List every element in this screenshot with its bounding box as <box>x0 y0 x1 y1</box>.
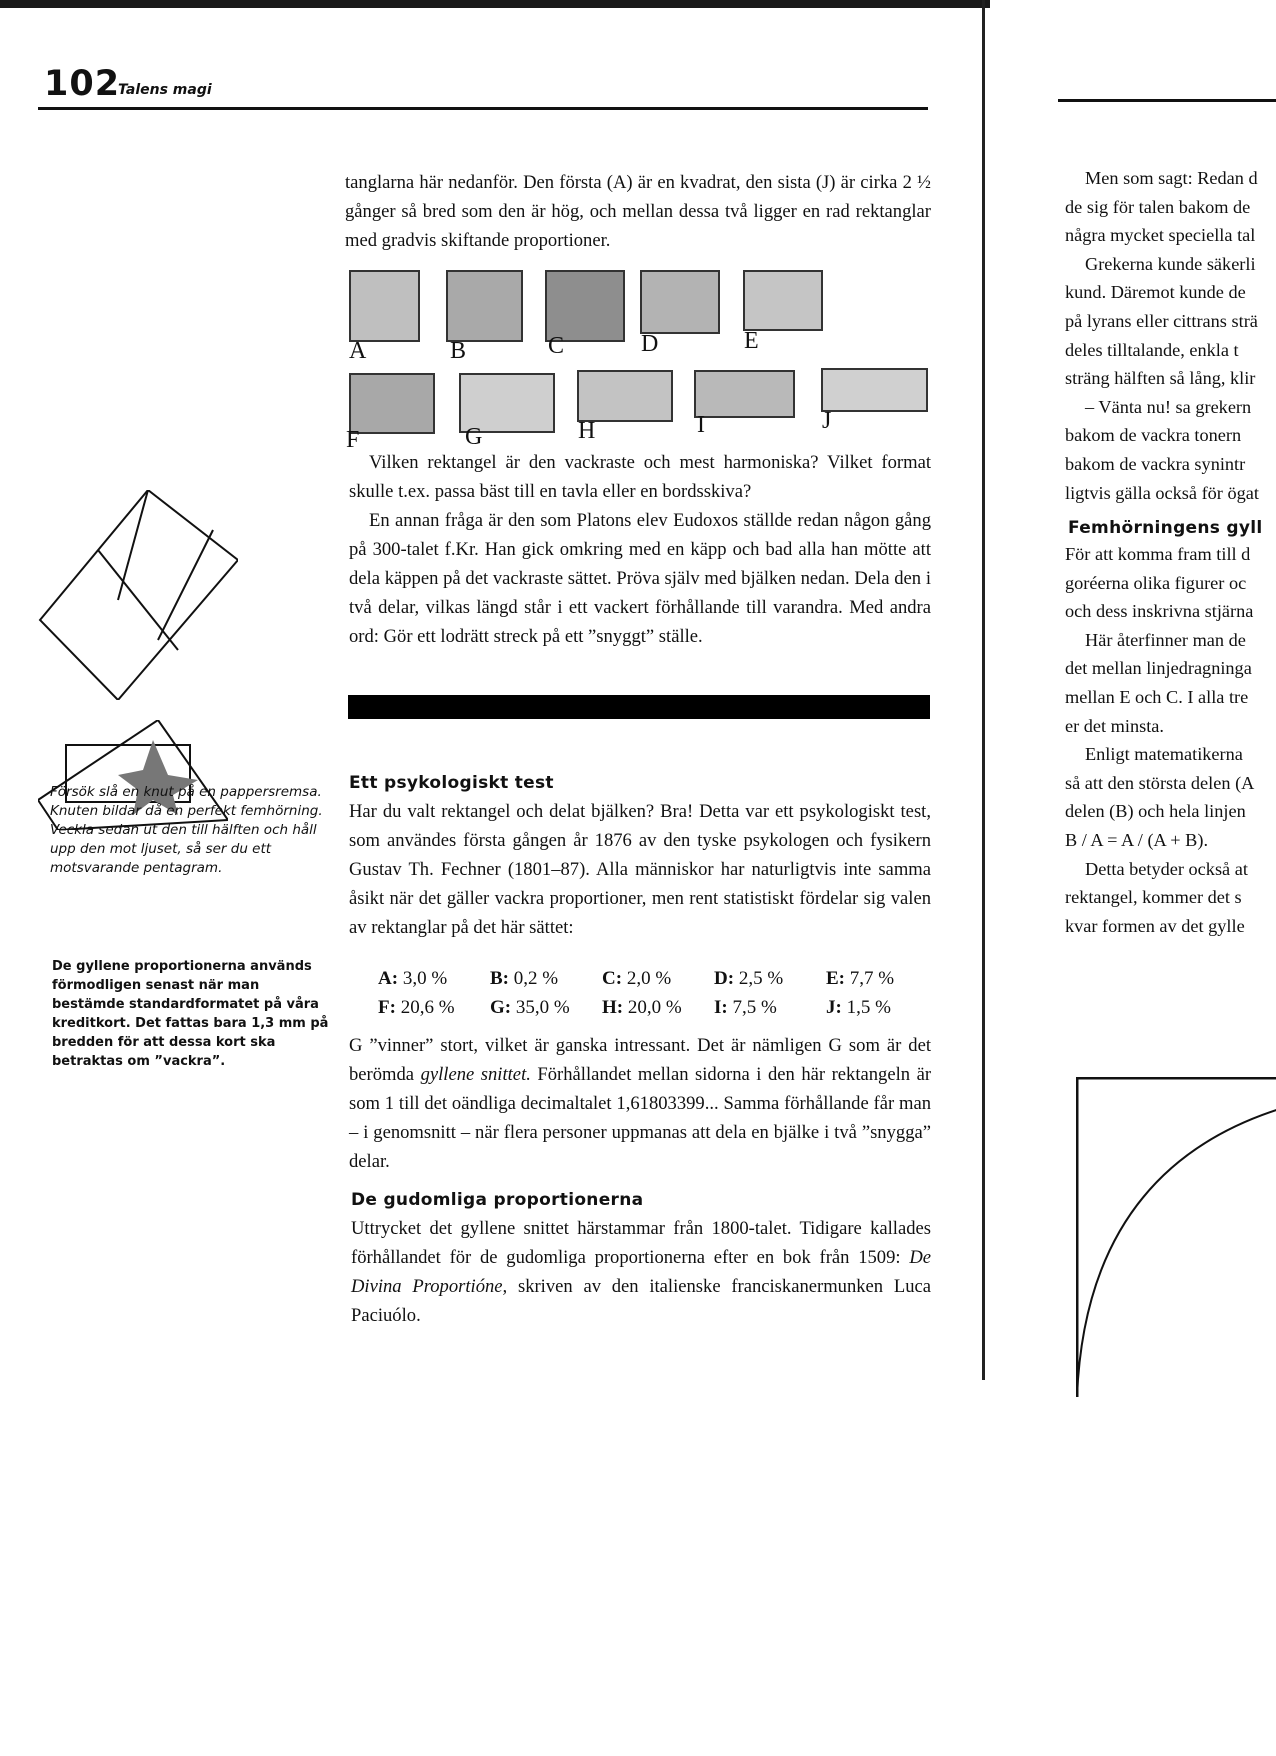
right-page-text <box>1065 164 1276 507</box>
rectangle-label-e: E <box>744 328 759 354</box>
rectangle-i <box>694 370 795 418</box>
question-2: En annan fråga är den som Platons elev Eudoxos ställde redan någon gång på 300-talet f.Kr. Han gick omkring med en käpp och bad alla han mötte att dela käppen på det vackraste sättet. Pröva själv med bjälken nedan. Dela den i två delar, vilkas längd står i ett vackert förhållande till varandra. Med andra ord: Gör ett lodrätt streck på ett ”snyggt” ställe. <box>349 510 931 647</box>
right-line: deles tilltalande, enkla t <box>1065 339 1239 360</box>
golden-term: gyllene snittet. <box>420 1064 531 1085</box>
right-line: ligtvis gälla också för ögat <box>1065 482 1259 503</box>
rectangle-f <box>349 373 435 434</box>
intro-paragraph <box>345 168 931 255</box>
right-line: B / A = A / (A + B). <box>1065 829 1209 850</box>
right-line: Enligt matematikerna <box>1085 744 1243 765</box>
rectangle-label-c: C <box>548 333 565 359</box>
stat-c: C: 2,0 % <box>602 968 672 989</box>
right-line: bakom de vackra tonern <box>1065 425 1242 446</box>
top-edge-bar <box>0 0 990 8</box>
right-line: För att komma fram till d <box>1065 544 1251 564</box>
rectangle-a <box>349 270 420 342</box>
right-line: kund. Däremot kunde de <box>1065 282 1246 303</box>
sidebar-caption-knot: Försök slå en knut på en pappersremsa. Knuten bildar då en perfekt femhörning. Veckla sedan ut den till hälften och håll upp den mot ljuset, så ser du ett motsvarande pentagram. <box>50 784 323 876</box>
right-page-heading: Femhörningens gyll <box>1068 518 1263 538</box>
stat-a: A: 3,0 % <box>378 968 448 989</box>
right-line: sträng hälften så lång, klir <box>1065 368 1256 389</box>
right-line: kvar formen av det gylle <box>1065 915 1245 936</box>
stat-i: I: 7,5 % <box>714 997 777 1018</box>
rectangle-b <box>446 270 523 342</box>
test-paragraph <box>349 797 931 942</box>
heading-divine-proportions: De gudomliga proportionerna <box>351 1190 644 1210</box>
pentagon-knot-illustration <box>38 490 238 700</box>
rectangle-d <box>640 270 720 334</box>
question-1: Vilken rektangel är den vackraste och mest harmoniska? Vilket format skulle t.ex. passa bäst till en tavla eller en bordsskiva? <box>349 452 931 502</box>
heading-psychological-test: Ett psykologiskt test <box>349 773 554 793</box>
intro-text: tanglarna här nedanför. Den första (A) är en kvadrat, den sista (J) är cirka 2 ½ gånger så bred som den är hög, och mellan dessa två ligger en rad rektanglar med gradvis skiftande proportioner. <box>345 172 931 251</box>
test-text: Har du valt rektangel och delat bjälken? Bra! Detta var ett psykologiskt test, som användes första gången år 1876 av den tyske psykologen och fysikern Gustav Th. Fechner (1801–87). Alla människor har naturligtvis inte samma åsikt när det gäller vackra proportioner, men rent statistiskt fördelar sig valen av rektanglar på det här sättet: <box>349 801 931 938</box>
right-line: delen (B) och hela linjen <box>1065 801 1246 822</box>
right-line: – Vänta nu! sa grekern <box>1085 396 1252 417</box>
right-line: rektangel, kommer det s <box>1065 887 1242 908</box>
statistics-row-1 <box>378 964 938 993</box>
section-title: Talens magi <box>118 82 212 98</box>
golden-text: G ”vinner” stort, vilket är ganska intressant. Det är nämligen G som är det berömda gyllene snittet. Förhållandet mellan sidorna i den här rektangeln är som 1 till det oändliga decimaltalet 1,61803399... Samma förhållande får man – i genomsnitt – när flera personer uppmanas att dela en bjälke i två ”snygga” delar. <box>349 1035 932 1172</box>
rectangle-e <box>743 270 823 331</box>
statistics-row-2 <box>378 993 938 1022</box>
rectangle-label-i: I <box>697 412 705 438</box>
page-number: 102 <box>44 64 121 104</box>
book-title: De Divina Proportióne, <box>351 1247 931 1297</box>
right-line: Men som sagt: Redan d <box>1085 168 1258 188</box>
rectangle-label-d: D <box>641 331 659 357</box>
stat-b: B: 0,2 % <box>490 968 559 989</box>
rectangle-label-g: G <box>465 424 483 450</box>
golden-rectangle-figure <box>1076 1077 1276 1397</box>
golden-paragraph <box>349 1031 931 1176</box>
right-line: bakom de vackra synintr <box>1065 453 1246 474</box>
stat-j: J: 1,5 % <box>826 997 891 1018</box>
divine-paragraph <box>351 1214 931 1330</box>
stat-g: G: 35,0 % <box>490 997 570 1018</box>
right-line: några mycket speciella tal <box>1065 225 1256 246</box>
right-line: på lyrans eller cittrans strä <box>1065 310 1258 331</box>
right-line: så att den största delen (A <box>1065 772 1255 793</box>
divine-text: Uttrycket det gyllene snittet härstammar från 1800-talet. Tidigare kallades förhållandet för de gudomliga proportionerna efter en bok från 1509: De Divina Proportióne, skriven av den italienske franciskanermunken Luca Paciuólo. <box>351 1218 931 1326</box>
right-line: goréerna olika figurer oc <box>1065 572 1247 593</box>
page-fold-line <box>982 0 985 1380</box>
rectangle-c <box>545 270 625 342</box>
stat-f: F: 20,6 % <box>378 997 455 1018</box>
rectangle-label-j: J <box>822 408 832 434</box>
stat-d: D: 2,5 % <box>714 968 784 989</box>
stat-e: E: 7,7 % <box>826 968 895 989</box>
rectangle-label-b: B <box>450 338 467 364</box>
statistics-table <box>378 964 938 1022</box>
rectangle-label-h: H <box>578 418 596 444</box>
rectangle-j <box>821 368 928 412</box>
division-beam[interactable] <box>348 695 930 719</box>
rectangle-label-f: F <box>346 427 360 453</box>
stat-h: H: 20,0 % <box>602 997 682 1018</box>
rectangle-label-a: A <box>349 338 367 364</box>
right-line: det mellan linjedragninga <box>1065 658 1252 679</box>
right-page-text-2 <box>1065 540 1276 940</box>
right-line: och dess inskrivna stjärna <box>1065 601 1254 622</box>
rectangle-h <box>577 370 673 422</box>
right-line: Här återfinner man de <box>1085 629 1246 650</box>
right-line: er det minsta. <box>1065 715 1164 736</box>
right-line: de sig för talen bakom de <box>1065 196 1251 217</box>
right-page-header-rule <box>1058 99 1276 102</box>
right-line: Grekerna kunde säkerli <box>1085 253 1256 274</box>
question-paragraphs <box>349 448 931 651</box>
header-rule <box>38 107 928 110</box>
right-line: Detta betyder också at <box>1085 858 1248 879</box>
right-line: mellan E och C. I alla tre <box>1065 686 1249 707</box>
sidebar-caption-creditcard: De gyllene proportionerna används förmodligen senast när man bestämde standardformatet på våra kreditkort. Det fattas bara 1,3 mm på bredden för att dessa kort ska betraktas om ”vackra”. <box>52 959 329 1069</box>
